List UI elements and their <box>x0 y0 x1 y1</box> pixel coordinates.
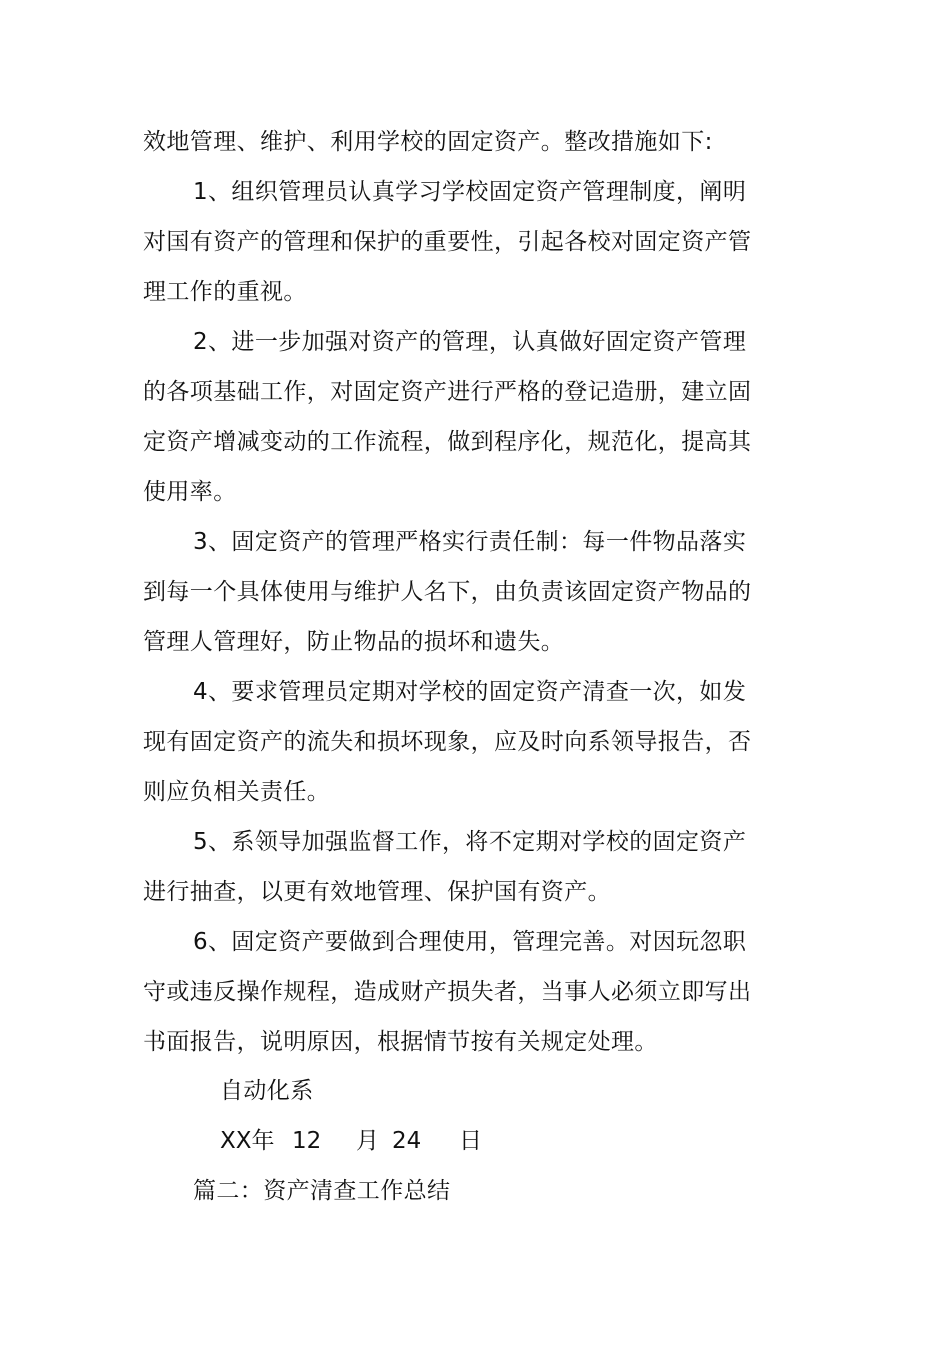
item-5-line-2: 进行抽查，以更有效地管理、保护国有资产。 <box>143 879 611 905</box>
item-3-line-2: 到每一个具体使用与维护人名下，由负责该固定资产物品的 <box>143 579 752 605</box>
date-year: XX年 <box>220 1128 275 1154</box>
item-6-line-1: 6、固定资产要做到合理使用，管理完善。对因玩忽职 <box>193 929 747 955</box>
item-4-line-1: 4、要求管理员定期对学校的固定资产清查一次，如发 <box>193 679 747 705</box>
item-3-line-3: 管理人管理好，防止物品的损坏和遗失。 <box>143 629 565 655</box>
date-month-number: 12 <box>292 1128 322 1154</box>
item-2-line-2: 的各项基础工作，对固定资产进行严格的登记造册，建立固 <box>143 379 752 405</box>
date-day-label: 日 <box>459 1128 482 1154</box>
item-1-line-2: 对国有资产的管理和保护的重要性，引起各校对固定资产管 <box>143 229 752 255</box>
item-2-line-4: 使用率。 <box>143 479 237 505</box>
item-6-line-2: 守或违反操作规程，造成财产损失者，当事人必须立即写出 <box>143 979 752 1005</box>
item-5-line-1: 5、系领导加强监督工作，将不定期对学校的固定资产 <box>193 829 747 855</box>
item-6-line-3: 书面报告，说明原因，根据情节按有关规定处理。 <box>143 1029 658 1055</box>
text-line-1: 效地管理、维护、利用学校的固定资产。整改措施如下: <box>143 129 713 155</box>
date-month-label: 月 <box>356 1128 379 1154</box>
item-3-line-1: 3、固定资产的管理严格实行责任制：每一件物品落实 <box>193 529 747 555</box>
item-1-line-3: 理工作的重视。 <box>143 279 307 305</box>
item-2-line-3: 定资产增减变动的工作流程，做到程序化，规范化，提高其 <box>143 429 752 455</box>
section-heading: 篇二：资产清查工作总结 <box>193 1178 451 1204</box>
item-4-line-3: 则应负相关责任。 <box>143 779 331 805</box>
item-2-line-1: 2、进一步加强对资产的管理，认真做好固定资产管理 <box>193 329 747 355</box>
signature-department: 自动化系 <box>220 1078 314 1104</box>
item-1-line-1: 1、组织管理员认真学习学校固定资产管理制度，阐明 <box>193 179 747 205</box>
item-4-line-2: 现有固定资产的流失和损坏现象，应及时向系领导报告，否 <box>143 729 752 755</box>
date-day-number: 24 <box>392 1128 422 1154</box>
